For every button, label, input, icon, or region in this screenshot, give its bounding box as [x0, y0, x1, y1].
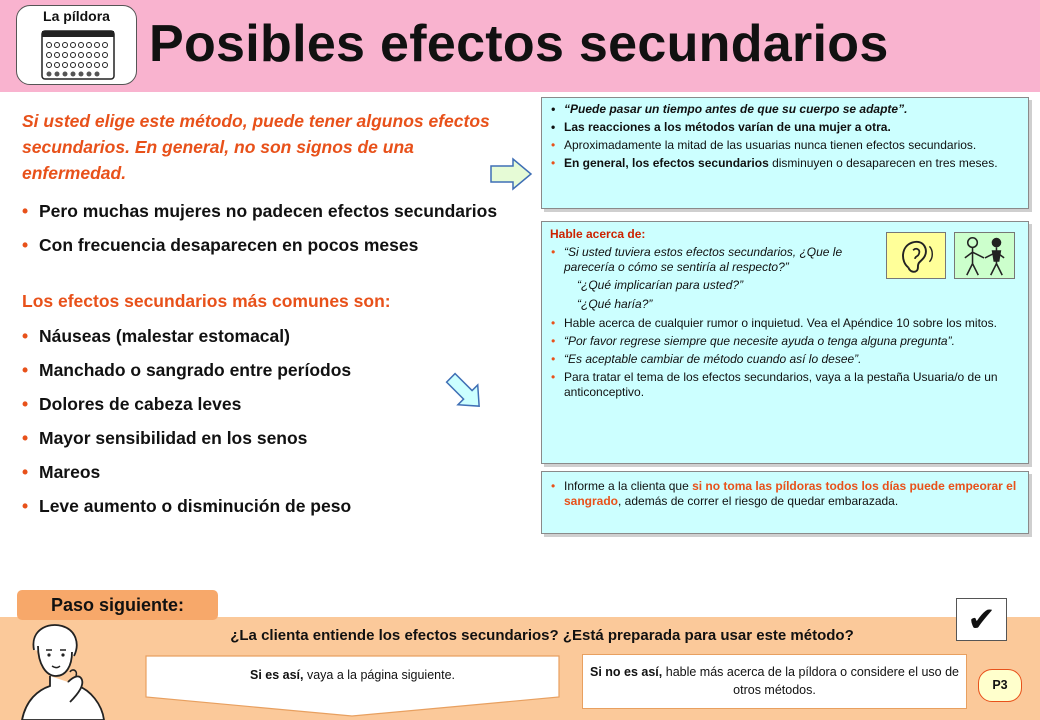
body-text: , además de correr el riesgo de quedar embarazada. — [618, 494, 899, 508]
thinking-woman-icon — [8, 620, 126, 720]
yes-option-rest: vaya a la página siguiente. — [303, 668, 455, 682]
page-title: Posibles efectos secundarios — [149, 15, 889, 73]
arrow-diagonal-icon — [443, 370, 487, 414]
reassurance-list — [22, 200, 522, 268]
list-item: • Con frecuencia desaparecen en pocos meses — [22, 234, 522, 257]
arrow-right-icon — [489, 157, 533, 191]
body-text: Informe a la clienta que — [564, 479, 693, 493]
list-item: • “Es aceptable cambiar de método cuando así lo desee”. — [550, 352, 1020, 367]
yes-option-text — [145, 668, 560, 682]
header-band — [0, 0, 1040, 92]
list-item: • Aproximadamente la mitad de las usuarias nunca tienen efectos secundarios. — [550, 138, 1020, 153]
method-tab[interactable] — [16, 5, 137, 85]
list-item: • Dolores de cabeza leves — [22, 393, 522, 416]
list-item: • Las reacciones a los métodos varían de una mujer a otra. — [550, 120, 1020, 135]
yes-option-bold: Si es así, — [249, 668, 304, 682]
no-option-box[interactable] — [582, 654, 967, 709]
ear-icon — [886, 232, 946, 279]
list-item: “¿Qué implicarían para usted?” — [577, 278, 744, 292]
list-item: • “Puede pasar un tiempo antes de que su cuerpo se adapte”. — [550, 102, 1020, 117]
list-item: • Mayor sensibilidad en los senos — [22, 427, 522, 450]
common-effects-list — [22, 325, 522, 529]
list-item: “¿Qué haría?” — [577, 297, 653, 311]
list-item: • Náuseas (malestar estomacal) — [22, 325, 522, 348]
body-text: disminuyen o desaparecen en tres meses. — [768, 156, 998, 170]
no-option-bold: Si no es así, — [590, 665, 663, 679]
emphasis-text: En general, los efectos secundarios — [564, 156, 769, 170]
next-step-label: Paso siguiente: — [17, 590, 218, 620]
common-effects-heading: Los efectos secundarios más comunes son: — [22, 291, 391, 311]
method-tab-label: La píldora — [43, 8, 110, 24]
counseling-icon — [954, 232, 1015, 279]
page-code-badge[interactable]: P3 — [978, 669, 1022, 702]
talk-about-heading: Hable acerca de: — [550, 227, 646, 241]
list-item: • Manchado o sangrado entre períodos — [22, 359, 522, 382]
missed-pills-panel — [541, 471, 1029, 534]
list-item: • “Si usted tuviera estos efectos secundarios, ¿Que le parecería o cómo se sentiría al respecto?” — [550, 245, 850, 275]
highlight-text: si no toma las píldoras todos los días puede empeorar el sangrado — [564, 479, 1017, 508]
checkmark-icon[interactable]: ✔ — [956, 598, 1007, 641]
list-item — [550, 156, 1020, 171]
list-item — [550, 479, 1020, 509]
list-item: • Leve aumento o disminución de peso — [22, 495, 522, 518]
intro-text: Si usted elige este método, puede tener algunos efectos secundarios. En general, no son signos de una enfermedad. — [22, 111, 490, 183]
list-item: • Para tratar el tema de los efectos secundarios, vaya a la pestaña Usuaria/o de un anticonceptivo. — [550, 370, 1020, 400]
adaptation-panel — [541, 97, 1029, 209]
pill-pack-icon — [41, 30, 115, 80]
yes-option-box[interactable] — [145, 655, 560, 717]
no-option-rest: hable más acerca de la píldora o considere el uso de otros métodos. — [662, 665, 959, 697]
list-item: • Mareos — [22, 461, 522, 484]
list-item: • “Por favor regrese siempre que necesite ayuda o tenga alguna pregunta”. — [550, 334, 1020, 349]
list-item: • Hable acerca de cualquier rumor o inquietud. Vea el Apéndice 10 sobre los mitos. — [550, 316, 1020, 331]
list-item: • Pero muchas mujeres no padecen efectos secundarios — [22, 200, 522, 223]
yes-option-shape — [145, 655, 560, 717]
question-text: ¿La clienta entiende los efectos secundarios? ¿Está preparada para usar este método? — [230, 627, 854, 644]
